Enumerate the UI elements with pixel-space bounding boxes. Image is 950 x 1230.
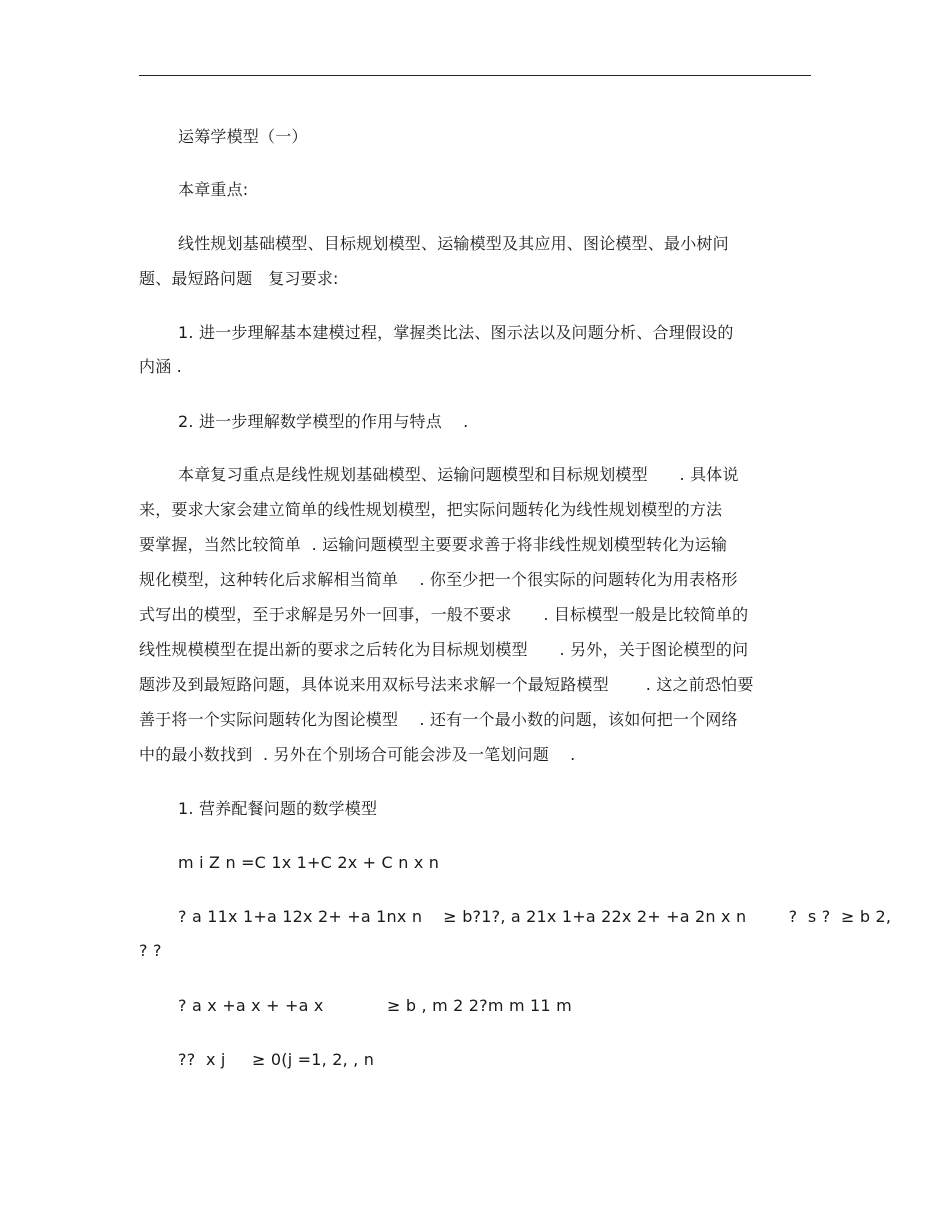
- review-line-1: 本章复习重点是线性规划基础模型、运输问题模型和目标规划模型 . 具体说: [178, 465, 739, 484]
- review-line-2: 来，要求大家会建立简单的线性规划模型，把实际问题转化为线性规划模型的方法: [139, 500, 723, 519]
- requirement-1-line-2: 内涵 .: [139, 357, 182, 376]
- review-line-7: 题涉及到最短路问题，具体说来用双标号法来求解一个最短路模型 . 这之前恐怕要: [139, 675, 754, 694]
- formula-constraint-1-cont: ? ?: [139, 941, 162, 960]
- focus-line-1: 线性规划基础模型、目标规划模型、运输模型及其应用、图论模型、最小树问: [178, 234, 729, 253]
- formula-constraint-2: ? a x +a x + +a x ≥ b , m 2 2?m m 11 m: [178, 996, 572, 1015]
- formula-constraint-1: ? a 11x 1+a 12x 2+ +a 1nx n ≥ b?1?, a 21x 1+a 22x 2+ +a 2n x n ? s ? ≥ b 2,: [178, 907, 892, 926]
- requirement-2: 2. 进一步理解数学模型的作用与特点 .: [178, 412, 469, 431]
- review-line-3: 要掌握，当然比较简单 . 运输问题模型主要要求善于将非线性规划模型转化为运输: [139, 535, 728, 554]
- section-heading: 本章重点:: [178, 180, 249, 199]
- formula-objective: m i Z n =C 1x 1+C 2x + C n x n: [178, 853, 440, 872]
- model-heading: 1. 营养配餐问题的数学模型: [178, 799, 378, 818]
- review-line-9: 中的最小数找到 . 另外在个别场合可能会涉及一笔划问题 .: [139, 745, 576, 764]
- focus-line-2: 题、最短路问题 复习要求:: [139, 269, 339, 288]
- doc-title: 运筹学模型（一）: [178, 127, 308, 146]
- header-rule: [139, 75, 811, 76]
- requirement-1-line-1: 1. 进一步理解基本建模过程，掌握类比法、图示法以及问题分析、合理假设的: [178, 323, 734, 342]
- review-line-4: 规化模型，这种转化后求解相当简单 . 你至少把一个很实际的问题转化为用表格形: [139, 570, 738, 589]
- formula-nonnegativity: ?? x j ≥ 0(j =1, 2, , n: [178, 1050, 375, 1069]
- review-line-6: 线性规模模型在提出新的要求之后转化为目标规划模型 . 另外，关于图论模型的问: [139, 640, 749, 659]
- review-line-8: 善于将一个实际问题转化为图论模型 . 还有一个最小数的问题，该如何把一个网络: [139, 710, 738, 729]
- review-line-5: 式写出的模型，至于求解是另外一回事，一般不要求 . 目标模型一般是比较简单的: [139, 605, 749, 624]
